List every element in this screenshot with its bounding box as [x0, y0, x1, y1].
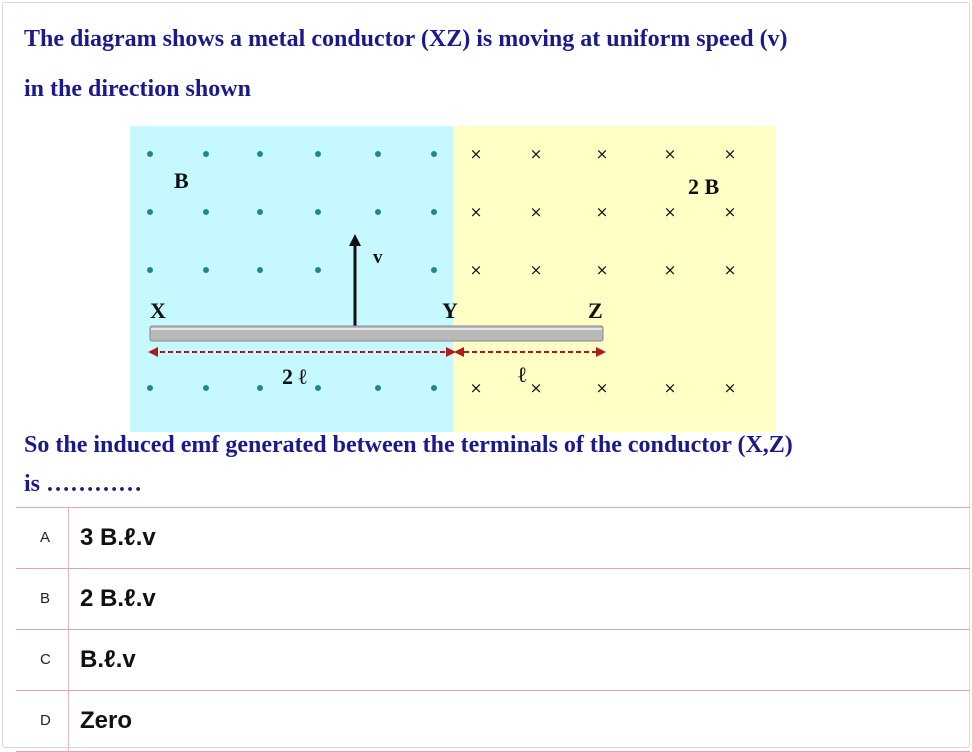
- field-cross: ×: [529, 203, 543, 221]
- field-cross: ×: [469, 379, 483, 397]
- field-cross: ×: [723, 203, 737, 221]
- field-dot: [203, 209, 209, 215]
- field-cross: ×: [723, 145, 737, 163]
- option-letter: D: [40, 712, 51, 729]
- field-cross: ×: [595, 261, 609, 279]
- question-line-3: So the induced emf generated between the terminals of the conductor (X,Z): [24, 432, 793, 458]
- field-dot: [431, 151, 437, 157]
- point-label-z: Z: [588, 298, 603, 323]
- option-d[interactable]: [16, 690, 970, 752]
- field-dot: [315, 267, 321, 273]
- field-cross: ×: [663, 379, 677, 397]
- point-label-x: X: [150, 298, 166, 323]
- field-dot: [203, 151, 209, 157]
- field-label-right: 2 B: [688, 174, 720, 199]
- field-dot: [375, 385, 381, 391]
- option-text: 3 B.ℓ.v: [80, 524, 156, 551]
- option-text: B.ℓ.v: [80, 646, 136, 673]
- field-cross: ×: [663, 261, 677, 279]
- field-dot: [257, 209, 263, 215]
- question-line-4: is …………: [24, 471, 143, 497]
- field-cross: ×: [469, 261, 483, 279]
- answer-options: [16, 507, 970, 752]
- option-text: Zero: [80, 707, 133, 734]
- field-cross: ×: [723, 261, 737, 279]
- field-dot: [431, 385, 437, 391]
- field-dot: [147, 151, 153, 157]
- option-text: 2 B.ℓ.v: [80, 585, 156, 612]
- velocity-label: v: [373, 247, 383, 268]
- field-dot: [257, 151, 263, 157]
- field-dot: [315, 385, 321, 391]
- field-dot: [203, 385, 209, 391]
- field-dot: [257, 385, 263, 391]
- field-cross: ×: [529, 379, 543, 397]
- field-cross: ×: [529, 145, 543, 163]
- field-dot: [315, 209, 321, 215]
- field-dot: [431, 209, 437, 215]
- field-dot: [431, 267, 437, 273]
- option-a[interactable]: [16, 507, 970, 568]
- field-dot: [203, 267, 209, 273]
- field-cross: ×: [595, 203, 609, 221]
- option-c[interactable]: [16, 629, 970, 690]
- option-letter: B: [40, 590, 51, 607]
- field-cross: ×: [595, 379, 609, 397]
- field-cross: ×: [663, 203, 677, 221]
- field-label-left: B: [174, 168, 189, 193]
- option-letter: C: [40, 651, 51, 668]
- point-label-y: Y: [442, 298, 458, 323]
- field-dot: [147, 385, 153, 391]
- field-cross: ×: [723, 379, 737, 397]
- field-cross: ×: [469, 145, 483, 163]
- option-letter: A: [40, 529, 51, 546]
- field-dot: [147, 267, 153, 273]
- field-dot: [375, 151, 381, 157]
- field-dot: [315, 151, 321, 157]
- field-cross: ×: [663, 145, 677, 163]
- field-dot: [257, 267, 263, 273]
- field-dot: [147, 209, 153, 215]
- field-cross: ×: [469, 203, 483, 221]
- field-dot: [375, 209, 381, 215]
- length-label-2l: 2 ℓ: [282, 364, 307, 389]
- magnetic-field-diagram: [130, 126, 776, 432]
- length-label-l: ℓ: [518, 362, 527, 387]
- option-b[interactable]: [16, 568, 970, 629]
- field-cross: ×: [529, 261, 543, 279]
- field-cross: ×: [595, 145, 609, 163]
- question-line-2: in the direction shown: [24, 76, 251, 102]
- question-line-1: The diagram shows a metal conductor (XZ) is moving at uniform speed (v): [24, 26, 788, 52]
